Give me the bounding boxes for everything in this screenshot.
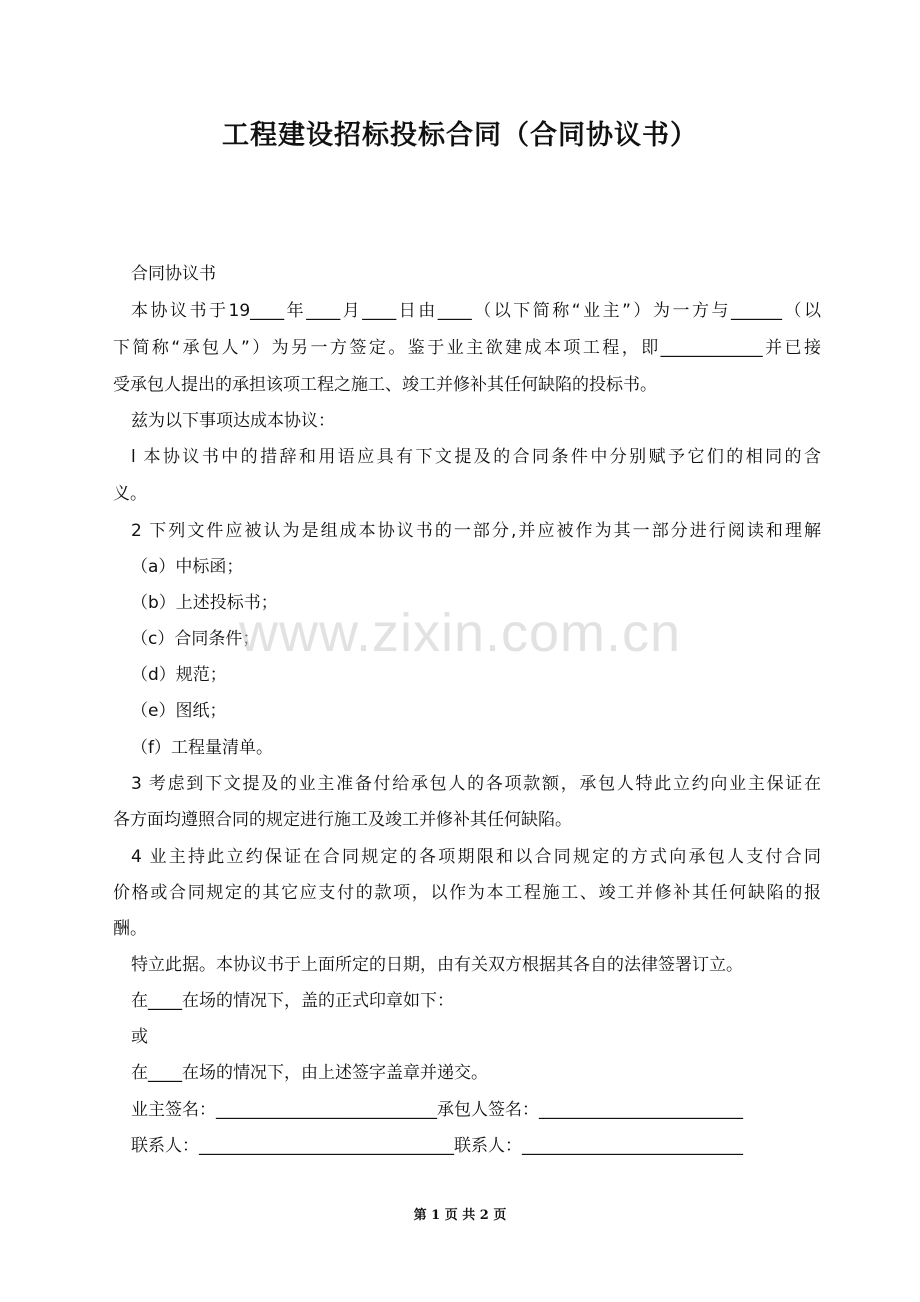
intro-line-2: 下简称“承包人”）为另一方签定。鉴于业主欲建成本项工程，即____________并已接 xyxy=(113,338,821,358)
section-heading: 合同协议书 xyxy=(131,264,216,284)
signature-line-1: 业主签名：__________________________承包人签名：________________________ xyxy=(131,1100,743,1120)
or-line: 或 xyxy=(131,1027,148,1047)
seal-line-1: 在____在场的情况下，盖的正式印章如下： xyxy=(131,991,454,1011)
list-item-d: （d）规范； xyxy=(131,665,227,685)
list-item-b: （b）上述投标书； xyxy=(131,593,278,613)
clause-2: 2 下列文件应被认为是组成本协议书的一部分,并应被作为其一部分进行阅读和理解 xyxy=(131,521,821,541)
witness-statement: 特立此据。本协议书于上面所定的日期，由有关双方根据其各自的法律签署订立。 xyxy=(131,955,743,975)
intro-line-3: 受承包人提出的承担该项工程之施工、竣工并修补其任何缺陷的投标书。 xyxy=(113,375,657,395)
clause-1-line-1: l 本协议书中的措辞和用语应具有下文提及的合同条件中分别赋予它们的相同的含 xyxy=(131,447,821,467)
clause-1-line-2: 义。 xyxy=(113,484,147,504)
clause-3-line-1: 3 考虑到下文提及的业主准备付给承包人的各项款额，承包人特此立约向业主保证在 xyxy=(131,774,821,794)
agreement-statement: 兹为以下事项达成本协议： xyxy=(131,411,335,431)
intro-line-1: 本协议书于19____年____月____日由____（以下简称“业主”）为一方与______（以 xyxy=(131,301,821,321)
watermark: www.zixin.com.cn xyxy=(238,603,682,663)
clause-4-line-2: 价格或合同规定的其它应支付的款项，以作为本工程施工、竣工并修补其任何缺陷的报 xyxy=(113,883,821,903)
list-item-e: （e）图纸； xyxy=(131,701,227,721)
document-title: 工程建设招标投标合同（合同协议书） xyxy=(222,120,698,151)
list-item-c: （c）合同条件； xyxy=(131,629,260,649)
clause-4-line-3: 酬。 xyxy=(113,919,147,939)
clause-3-line-2: 各方面均遵照合同的规定进行施工及竣工并修补其任何缺陷。 xyxy=(113,810,572,830)
clause-4-line-1: 4 业主持此立约保证在合同规定的各项期限和以合同规定的方式向承包人支付合同 xyxy=(131,847,821,867)
signature-line-2: 联系人：______________________________联系人：__________________________ xyxy=(131,1136,743,1156)
page-footer: 第 1 页 共 2 页 xyxy=(413,1208,507,1223)
list-item-a: （a）中标函； xyxy=(131,557,244,577)
list-item-f: （f）工程量清单。 xyxy=(131,738,273,758)
seal-line-2: 在____在场的情况下，由上述签字盖章并递交。 xyxy=(131,1063,488,1083)
